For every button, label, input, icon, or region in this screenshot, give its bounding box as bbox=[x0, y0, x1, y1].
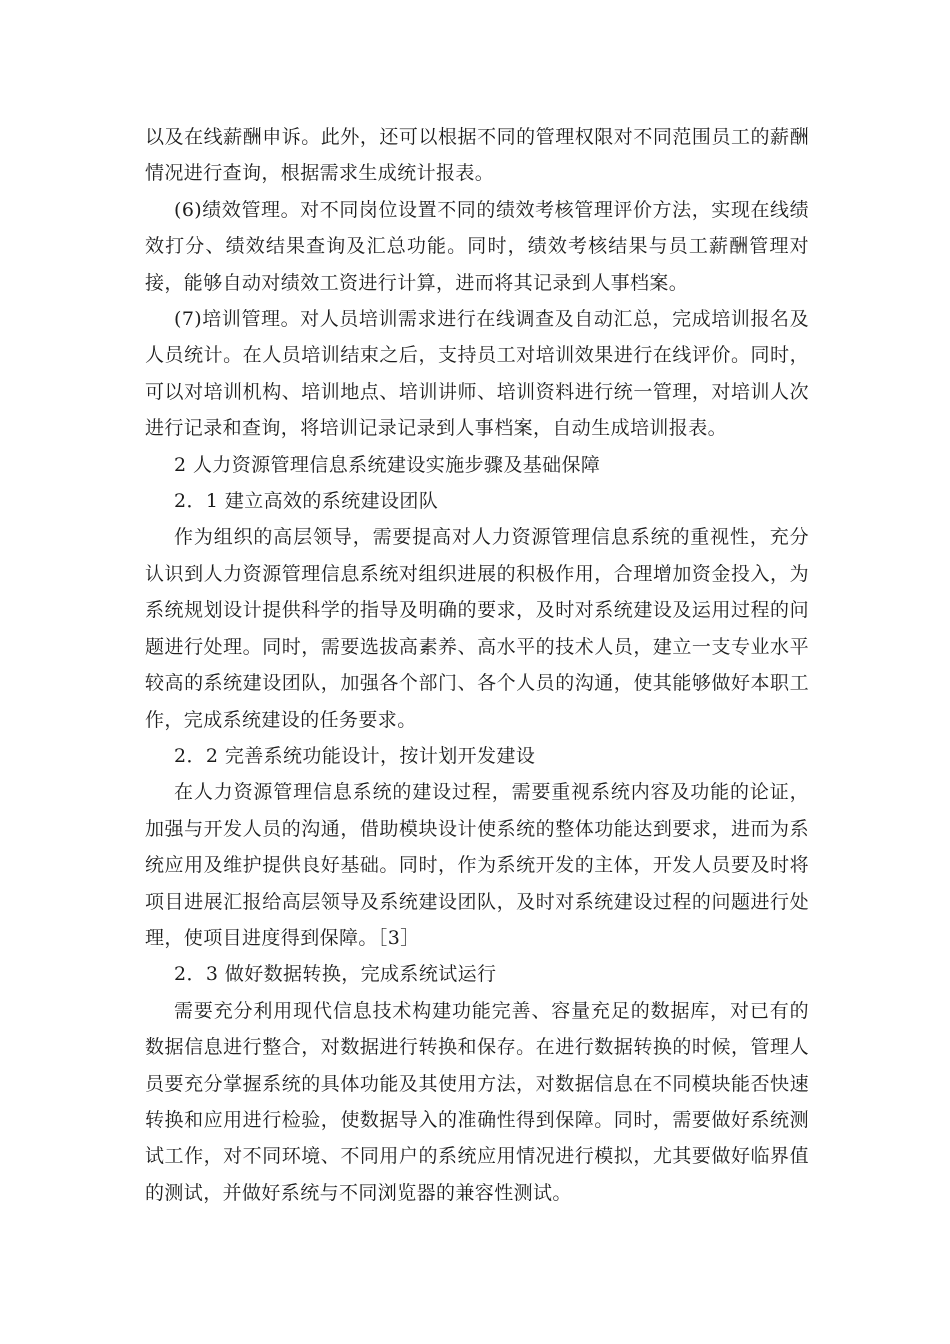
document-body bbox=[145, 119, 809, 1211]
paragraph-team-building: 作为组织的高层领导，需要提高对人力资源管理信息系统的重视性，充分认识到人力资源管理信息系统对组织进展的积极作用，合理增加资金投入，为系统规划设计提供科学的指导及明确的要求，及时对系统建设及运用过程的问题进行处理。同时，需要选拔高素养、高水平的技术人员，建立一支专业水平较高的系统建设团队，加强各个部门、各个人员的沟通，使其能够做好本职工作，完成系统建设的任务要求。 bbox=[145, 526, 809, 731]
paragraph-performance-management: (6)绩效管理。对不同岗位设置不同的绩效考核管理评价方法，实现在线绩效打分、绩效结果查询及汇总功能。同时，绩效考核结果与员工薪酬管理对接，能够自动对绩效工资进行计算，进而将其记录到人事档案。 bbox=[145, 198, 809, 294]
paragraph-training-management: (7)培训管理。对人员培训需求进行在线调查及自动汇总，完成培训报名及人员统计。在人员培训结束之后，支持员工对培训效果进行在线评价。同时，可以对培训机构、培训地点、培训讲师、培训资料进行统一管理，对培训人次进行记录和查询，将培训记录记录到人事档案，自动生成培训报表。 bbox=[145, 308, 809, 440]
subsection-heading-2-1: 2．1 建立高效的系统建设团队 bbox=[174, 490, 439, 513]
subsection-heading-2-3: 2．3 做好数据转换，完成系统试运行 bbox=[174, 963, 497, 986]
section-heading-2: 2 人力资源管理信息系统建设实施步骤及基础保障 bbox=[174, 453, 601, 476]
paragraph-function-design: 在人力资源管理信息系统的建设过程，需要重视系统内容及功能的论证，加强与开发人员的沟通，借助模块设计使系统的整体功能达到要求，进而为系统应用及维护提供良好基础。同时，作为系统开发的主体，开发人员要及时将项目进展汇报给高层领导及系统建设团队，及时对系统建设过程的问题进行处理，使项目进度得到保障。［3］ bbox=[145, 781, 809, 949]
paragraph-data-conversion: 需要充分利用现代信息技术构建功能完善、容量充足的数据库，对已有的数据信息进行整合，对数据进行转换和保存。在进行数据转换的时候，管理人员要充分掌握系统的具体功能及其使用方法，对数据信息在不同模块能否快速转换和应用进行检验，使数据导入的准确性得到保障。同时，需要做好系统测试工作，对不同环境、不同用户的系统应用情况进行模拟，尤其要做好临界值的测试，并做好系统与不同浏览器的兼容性测试。 bbox=[145, 999, 809, 1204]
subsection-heading-2-2: 2．2 完善系统功能设计，按计划开发建设 bbox=[174, 744, 536, 767]
paragraph-salary-appeal: 以及在线薪酬申诉。此外，还可以根据不同的管理权限对不同范围员工的薪酬情况进行查询，根据需求生成统计报表。 bbox=[145, 126, 809, 185]
